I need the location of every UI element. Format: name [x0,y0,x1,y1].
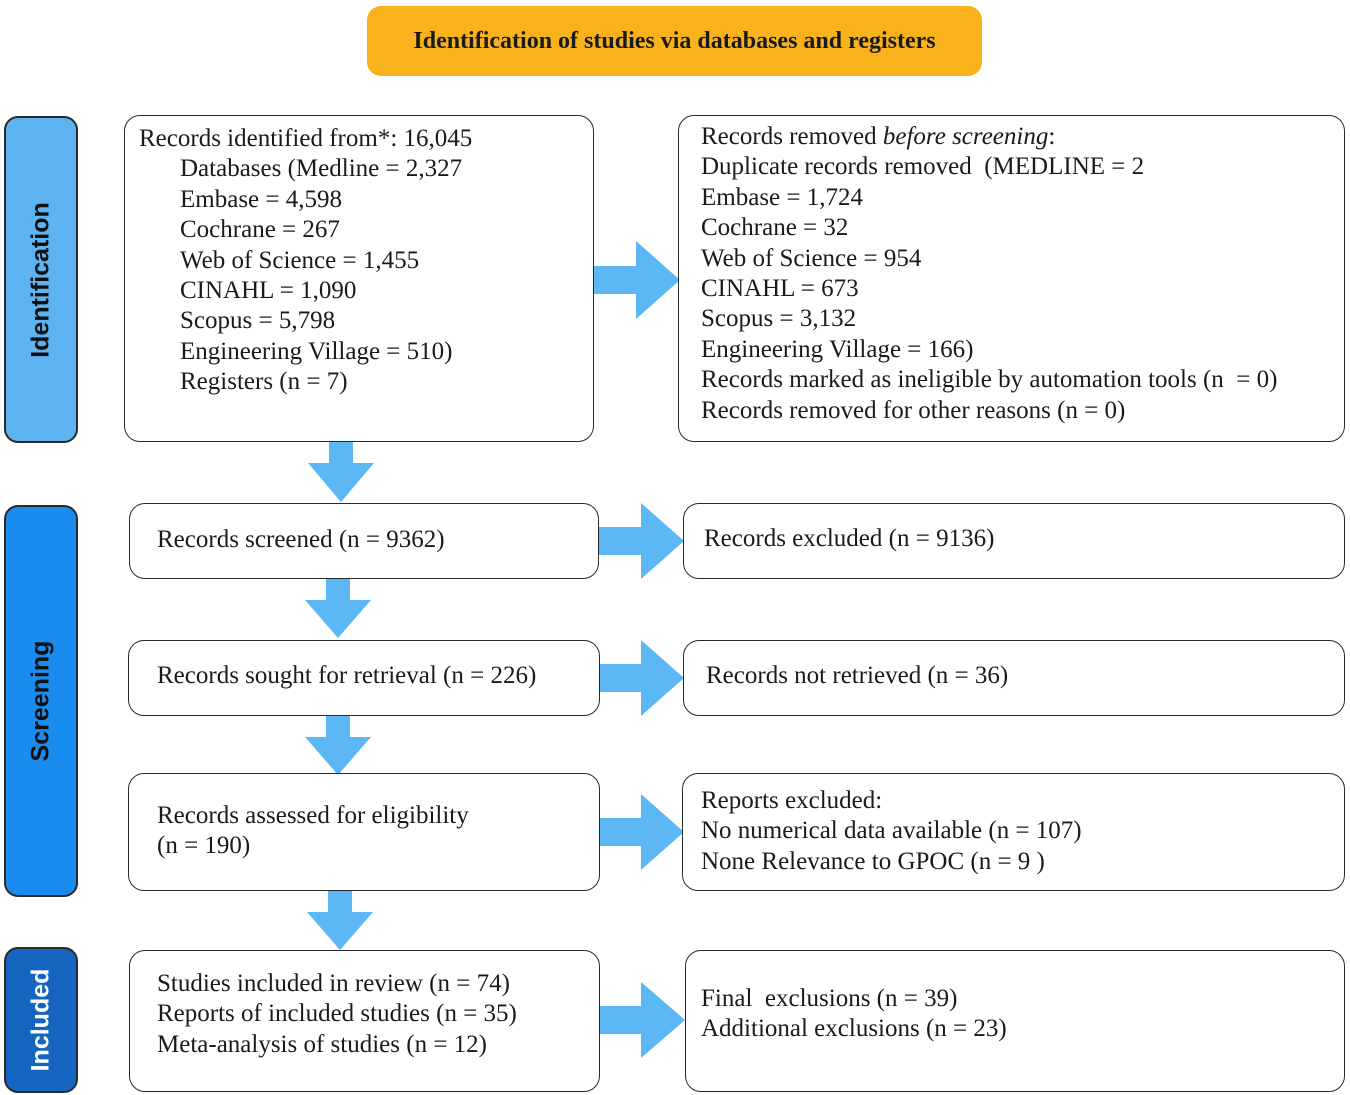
removed-line: Web of Science = 954 [701,244,922,272]
records-sought-box [128,640,600,716]
source-line: Engineering Village = 510) [180,337,453,365]
records-assessed-box [128,773,600,891]
records-screened-box [129,503,599,579]
removed-line: Engineering Village = 166) [701,335,974,363]
arrow-down-assessed [305,716,371,775]
reports-excluded-line: No numerical data available (n = 107) [701,817,1082,845]
phase-identification-label: Identification [26,201,55,358]
removed-line: Embase = 1,724 [701,183,863,211]
studies-included-line: Reports of included studies (n = 35) [157,1000,517,1028]
removed-line: CINAHL = 673 [701,275,859,303]
source-line: Databases (Medline = 2,327 [180,155,463,183]
source-line: Scopus = 5,798 [180,307,336,335]
reports-excluded-line: Reports excluded: [701,787,883,814]
source-line: Registers (n = 7) [180,368,348,396]
records-assessed-line: (n = 190) [157,832,251,860]
source-line: Embase = 4,598 [180,185,342,213]
removed-line: Records marked as ineligible by automation tools (n = 0) [701,366,1278,394]
arrow-right-removed [594,241,680,319]
arrow-down-included [307,891,373,950]
records-not-retrieved-box [683,640,1345,716]
reports-excluded-line: None Relevance to GPOC (n = 9 ) [701,847,1045,875]
records-excluded-box [683,503,1345,579]
arrow-right-reports-excluded [599,794,684,870]
removed-line: Scopus = 3,132 [701,305,857,333]
removed-line: Cochrane = 32 [701,214,849,242]
removed-line: Duplicate records removed (MEDLINE = 2 [701,153,1145,181]
arrow-down-sought [305,579,371,638]
arrow-down-screened [308,442,374,502]
records-assessed-line: Records assessed for eligibility [157,802,469,829]
records-sought-text: Records sought for retrieval (n = 226) [157,662,537,689]
source-line: CINAHL = 1,090 [180,277,357,305]
source-line: Web of Science = 1,455 [180,246,420,274]
records-identified-box [124,115,594,442]
arrow-right-not-retrieved [599,640,684,716]
phase-included-label: Included [26,968,55,1072]
phase-screening-label: Screening [26,640,55,762]
final-exclusions-line: Final exclusions (n = 39) [701,985,958,1012]
arrow-right-excluded [599,503,684,579]
records-excluded-text: Records excluded (n = 9136) [704,525,995,552]
final-exclusions-box [685,950,1345,1092]
header-banner: Identification of studies via databases and registers [367,6,982,76]
reports-excluded-box [682,773,1345,891]
final-exclusions-line: Additional exclusions (n = 23) [701,1015,1007,1043]
removed-line: Records removed for other reasons (n = 0) [701,396,1126,424]
studies-included-box [129,950,600,1092]
studies-included-line: Meta-analysis of studies (n = 12) [157,1030,488,1058]
source-line: Cochrane = 267 [180,216,340,244]
records-screened-text: Records screened (n = 9362) [157,526,445,553]
arrow-right-final [600,982,685,1058]
records-not-retrieved-text: Records not retrieved (n = 36) [706,662,1009,689]
records-removed-box [678,115,1345,442]
records-identified-title: Records identified from*: 16,045 [139,125,473,152]
records-removed-title: Records removed before screening: [701,123,1056,150]
studies-included-line: Studies included in review (n = 74) [157,970,510,997]
